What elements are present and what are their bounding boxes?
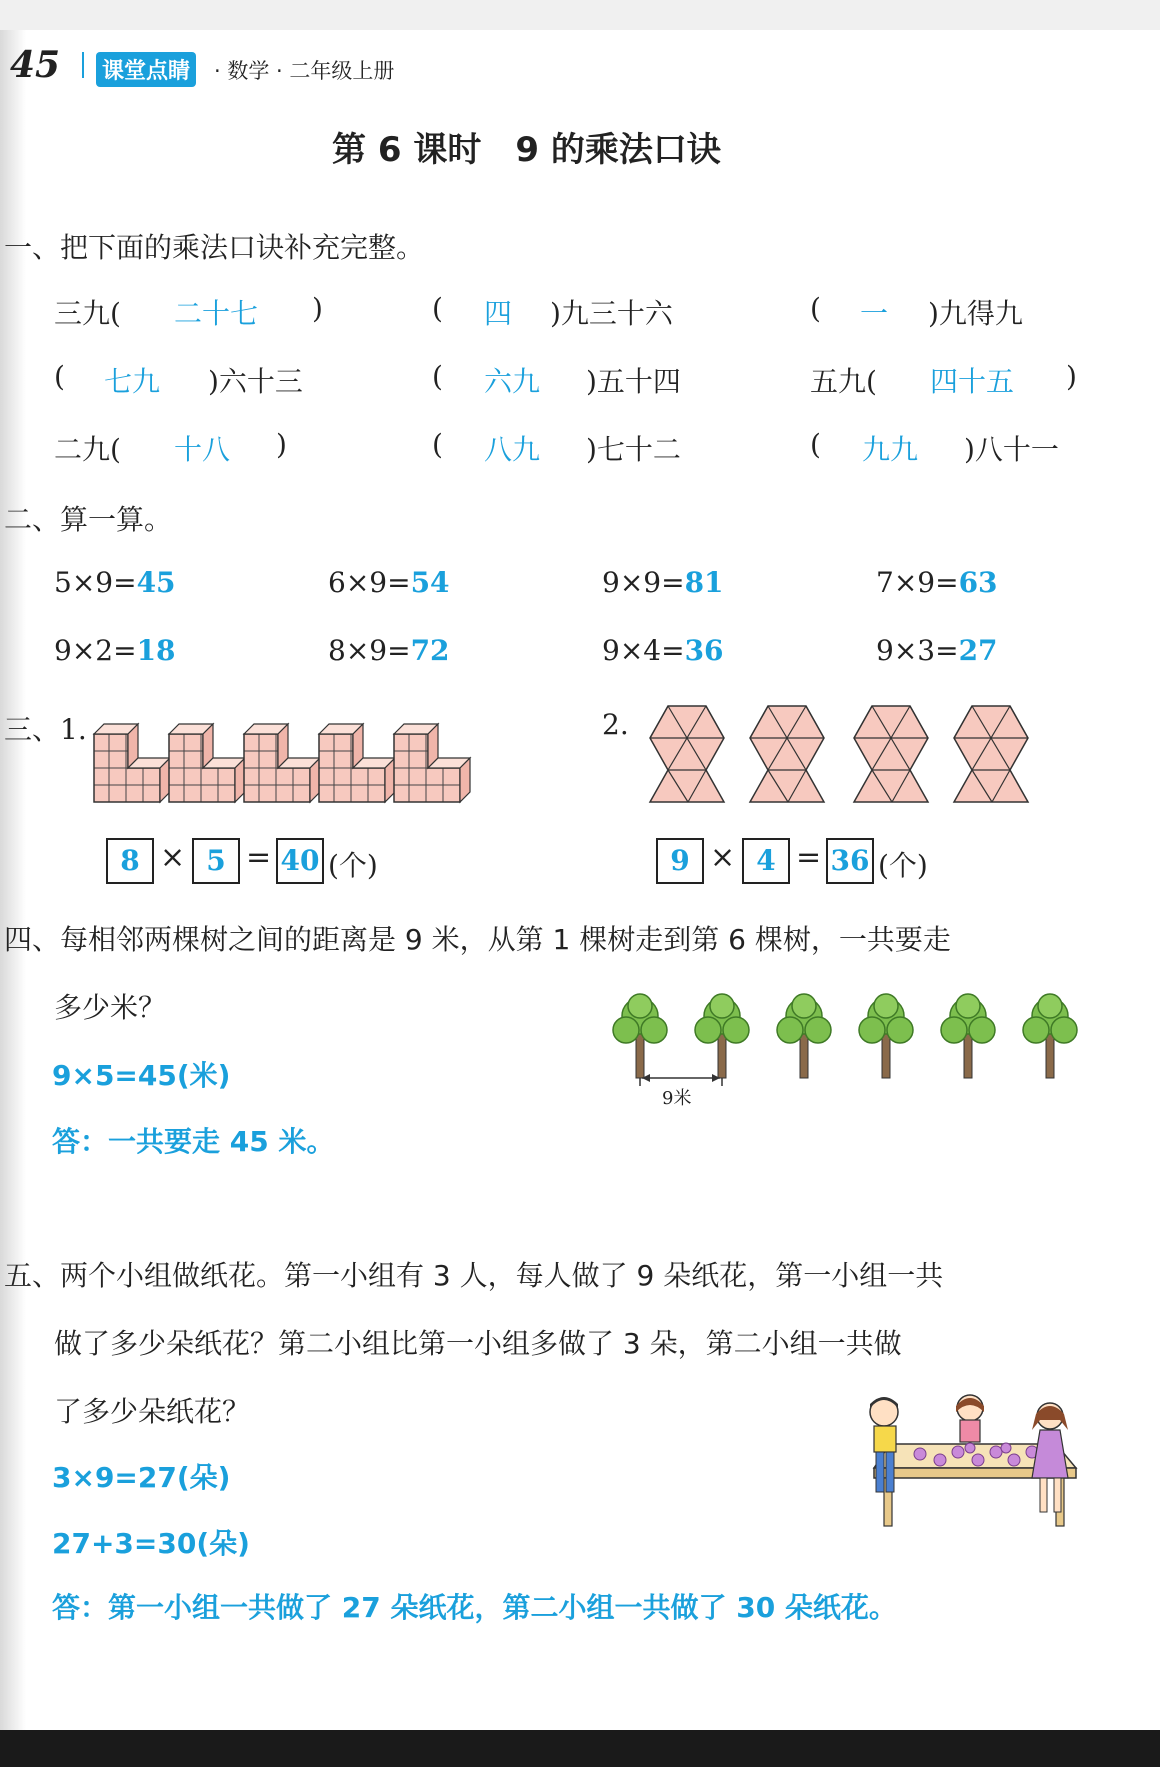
s2-expr: 6×9= [328, 566, 411, 599]
s1-item-1 [54, 292, 121, 332]
s1-answer: 七九 [104, 365, 161, 398]
page-title: 第 6 课时 9 的乘法口诀 [332, 130, 721, 170]
s2-expression [602, 566, 724, 599]
s1-pre: 五九( [810, 365, 877, 398]
s2-expression [54, 634, 176, 667]
eq2-factor-a: 9 [656, 838, 704, 884]
s1-answer: 六九 [484, 365, 541, 398]
s5-question-line-3: 了多少朵纸花？ [54, 1395, 251, 1428]
eq1-unit: (个) [328, 849, 378, 882]
s1-post: )五十四 [586, 365, 681, 398]
s1-post: ) [312, 292, 323, 325]
s2-expr: 9×3= [876, 634, 959, 667]
triangle-hexagons-figure [648, 704, 1038, 804]
s2-answer: 81 [684, 566, 724, 599]
s2-heading: 二、算一算。 [4, 503, 173, 536]
s5-calc-1: 3×9=27(朵) [52, 1461, 231, 1494]
s4-calc: 9×5=45(米) [52, 1059, 231, 1092]
eq1-factor-a: 8 [106, 838, 154, 884]
top-band [0, 0, 1160, 30]
s2-expr: 5×9= [54, 566, 137, 599]
children-making-flowers-figure [860, 1390, 1086, 1530]
s5-calc-2: 27+3=30(朵) [52, 1527, 250, 1560]
s1-pre: ( [810, 428, 821, 461]
equals-sign: = [246, 840, 272, 875]
equals-sign: = [796, 840, 822, 875]
s1-heading: 一、把下面的乘法口诀补充完整。 [4, 231, 425, 264]
eq1-product: 40 [276, 838, 324, 884]
s2-expression [876, 566, 998, 599]
s2-expression [602, 634, 724, 667]
header-divider [82, 52, 84, 78]
s1-answer: 四十五 [930, 365, 1015, 398]
times-sign: × [160, 840, 186, 875]
bottom-band [0, 1730, 1160, 1767]
eq1-factor-b: 5 [192, 838, 240, 884]
distance-label: 9米 [662, 1088, 692, 1109]
s1-answer: 一 [860, 297, 889, 330]
s2-expr: 9×4= [602, 634, 685, 667]
s1-post: ) [276, 428, 287, 461]
s5-answer: 答：第一小组一共做了 27 朵纸花，第二小组一共做了 30 朵纸花。 [52, 1591, 897, 1624]
times-sign: × [710, 840, 736, 875]
s3-label-2: 2. [602, 708, 629, 741]
s1-post: )八十一 [964, 433, 1059, 466]
s2-answer: 63 [958, 566, 998, 599]
eq2-unit: (个) [878, 849, 928, 882]
s2-answer: 72 [410, 634, 450, 667]
s2-expression [328, 634, 450, 667]
s1-answer: 四 [484, 297, 513, 330]
s2-answer: 45 [136, 566, 176, 599]
s1-pre: ( [810, 292, 821, 325]
s2-expr: 7×9= [876, 566, 959, 599]
s1-answer: 八九 [484, 433, 541, 466]
page-shadow [0, 30, 26, 1730]
s5-question-line-2: 做了多少朵纸花？第二小组比第一小组多做了 3 朵，第二小组一共做 [54, 1327, 902, 1360]
s1-pre: ( [432, 360, 443, 393]
s1-post: )九得九 [928, 297, 1023, 330]
s5-question-line-1: 五、两个小组做纸花。第一小组有 3 人，每人做了 9 朵纸花，第一小组一共 [4, 1259, 944, 1292]
s1-post: )九三十六 [550, 297, 673, 330]
s3-label: 三、1. [4, 713, 87, 746]
s2-expression [328, 566, 450, 599]
series-badge: 课堂点睛 [96, 52, 196, 87]
s1-pre: ( [432, 428, 443, 461]
s1-post: ) [1066, 360, 1077, 393]
s2-answer: 27 [958, 634, 998, 667]
s2-answer: 18 [136, 634, 176, 667]
s1-answer: 二十七 [174, 297, 259, 330]
s4-answer: 答：一共要走 45 米。 [52, 1125, 335, 1158]
s2-expr: 9×9= [602, 566, 685, 599]
s1-answer: 九九 [862, 433, 919, 466]
s1-pre: 二九( [54, 433, 121, 466]
eq2-factor-b: 4 [742, 838, 790, 884]
s2-expression [54, 566, 176, 599]
s1-pre: ( [432, 292, 443, 325]
s4-question-line-2: 多少米？ [54, 991, 167, 1024]
s1-post: )七十二 [586, 433, 681, 466]
s1-answer: 十八 [174, 433, 231, 466]
s2-expression [876, 634, 998, 667]
eq2-product: 36 [826, 838, 874, 884]
s4-question-line-1: 四、每相邻两棵树之间的距离是 9 米，从第 1 棵树走到第 6 棵树，一共要走 [4, 923, 951, 956]
s1-post: )六十三 [208, 365, 303, 398]
s1-pre: ( [54, 360, 65, 393]
s2-answer: 54 [410, 566, 450, 599]
s2-answer: 36 [684, 634, 724, 667]
subject-label: · 数学 · 二年级上册 [214, 59, 395, 83]
s1-pre: 三九( [54, 297, 121, 330]
cube-blocks-figure [92, 700, 472, 804]
s2-expr: 8×9= [328, 634, 411, 667]
s2-expr: 9×2= [54, 634, 137, 667]
page-number: 45 [10, 44, 61, 86]
